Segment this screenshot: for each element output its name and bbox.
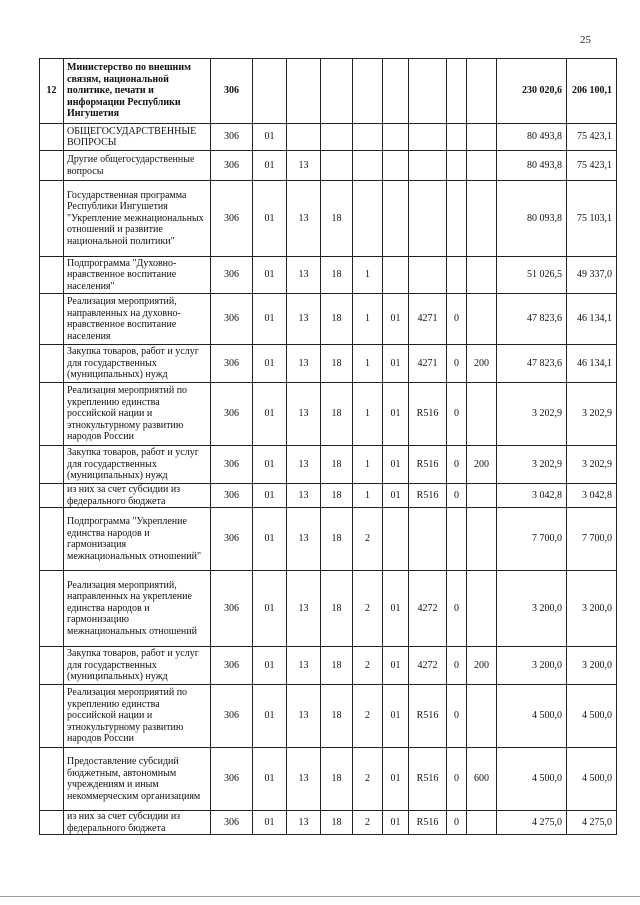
amount-year2-cell: 7 700,0 [567,508,617,571]
section-code-cell: 01 [253,181,287,257]
page-number: 25 [580,34,591,46]
program-code-cell: 18 [321,257,353,294]
amount-year2-cell: 4 500,0 [567,685,617,748]
table-row [40,508,617,571]
expense-type-cell [467,181,497,257]
section-code-cell: 01 [253,383,287,446]
amount-year2-cell: 3 202,9 [567,446,617,484]
section-code-cell [253,59,287,124]
amount-year2-cell: 3 200,0 [567,647,617,685]
ministry-code-cell: 306 [211,571,253,647]
row-name-cell: Реализация мероприятий, направленных на духовно-нравственное воспитание населения [64,294,211,345]
subprogram-code-cell: 2 [353,811,383,835]
program-code-cell: 18 [321,181,353,257]
activity-code-cell [383,257,409,294]
expense-type-cell [467,508,497,571]
section-code-cell: 01 [253,124,287,151]
table-row [40,59,617,124]
direction-code-cell: 4272 [409,571,447,647]
row-name-cell: из них за счет субсидии из федерального бюджета [64,811,211,835]
extra-code-cell [447,181,467,257]
subprogram-code-cell [353,124,383,151]
activity-code-cell: 01 [383,571,409,647]
amount-year2-cell: 4 275,0 [567,811,617,835]
row-number-cell [40,748,64,811]
subsection-code-cell: 13 [287,748,321,811]
program-code-cell: 18 [321,446,353,484]
subprogram-code-cell: 1 [353,294,383,345]
row-name-cell: Подпрограмма "Укрепление единства народов и гармонизация межнациональных отношений" [64,508,211,571]
table-row [40,124,617,151]
activity-code-cell: 01 [383,484,409,508]
row-number-cell [40,257,64,294]
ministry-code-cell: 306 [211,345,253,383]
row-name-cell: ОБЩЕГОСУДАРСТВЕННЫЕ ВОПРОСЫ [64,124,211,151]
table-row [40,484,617,508]
ministry-code-cell: 306 [211,383,253,446]
program-code-cell [321,124,353,151]
activity-code-cell [383,59,409,124]
row-name-cell: из них за счет субсидии из федерального бюджета [64,484,211,508]
direction-code-cell: R516 [409,446,447,484]
extra-code-cell: 0 [447,446,467,484]
program-code-cell: 18 [321,571,353,647]
extra-code-cell: 0 [447,647,467,685]
expense-type-cell [467,59,497,124]
amount-year1-cell: 47 823,6 [497,294,567,345]
amount-year2-cell: 4 500,0 [567,748,617,811]
table-row [40,151,617,181]
table-row [40,446,617,484]
expense-type-cell [467,124,497,151]
direction-code-cell: 4271 [409,345,447,383]
expense-type-cell [467,151,497,181]
ministry-code-cell: 306 [211,811,253,835]
expense-type-cell [467,685,497,748]
extra-code-cell [447,59,467,124]
row-number-cell [40,383,64,446]
table-row [40,257,617,294]
table-row [40,748,617,811]
subprogram-code-cell: 2 [353,685,383,748]
program-code-cell: 18 [321,345,353,383]
subsection-code-cell: 13 [287,685,321,748]
subprogram-code-cell: 1 [353,383,383,446]
extra-code-cell [447,257,467,294]
amount-year1-cell: 4 500,0 [497,748,567,811]
subprogram-code-cell: 1 [353,345,383,383]
activity-code-cell: 01 [383,345,409,383]
subsection-code-cell: 13 [287,811,321,835]
row-name-cell: Подпрограмма "Духовно-нравственное воспитание населения" [64,257,211,294]
section-code-cell: 01 [253,571,287,647]
amount-year1-cell: 80 093,8 [497,181,567,257]
ministry-code-cell: 306 [211,446,253,484]
program-code-cell: 18 [321,647,353,685]
amount-year1-cell: 3 200,0 [497,647,567,685]
section-code-cell: 01 [253,151,287,181]
row-number-cell [40,151,64,181]
amount-year2-cell: 46 134,1 [567,294,617,345]
program-code-cell: 18 [321,748,353,811]
activity-code-cell: 01 [383,811,409,835]
activity-code-cell: 01 [383,383,409,446]
amount-year2-cell: 206 100,1 [567,59,617,124]
amount-year1-cell: 51 026,5 [497,257,567,294]
ministry-code-cell: 306 [211,508,253,571]
section-code-cell: 01 [253,257,287,294]
subprogram-code-cell: 1 [353,484,383,508]
section-code-cell: 01 [253,345,287,383]
program-code-cell: 18 [321,383,353,446]
table-row [40,181,617,257]
program-code-cell: 18 [321,294,353,345]
amount-year1-cell: 80 493,8 [497,151,567,181]
activity-code-cell [383,508,409,571]
amount-year1-cell: 3 202,9 [497,383,567,446]
amount-year1-cell: 3 042,8 [497,484,567,508]
subsection-code-cell: 13 [287,571,321,647]
activity-code-cell: 01 [383,446,409,484]
ministry-code-cell: 306 [211,257,253,294]
table-row [40,345,617,383]
row-name-cell: Закупка товаров, работ и услуг для государственных (муниципальных) нужд [64,647,211,685]
direction-code-cell [409,508,447,571]
ministry-code-cell: 306 [211,59,253,124]
expense-type-cell [467,257,497,294]
section-code-cell: 01 [253,508,287,571]
program-code-cell [321,151,353,181]
subprogram-code-cell [353,181,383,257]
ministry-code-cell: 306 [211,181,253,257]
amount-year1-cell: 4 500,0 [497,685,567,748]
subsection-code-cell: 13 [287,294,321,345]
expense-type-cell: 200 [467,647,497,685]
subsection-code-cell: 13 [287,446,321,484]
amount-year1-cell: 47 823,6 [497,345,567,383]
table-row [40,571,617,647]
activity-code-cell: 01 [383,647,409,685]
extra-code-cell: 0 [447,811,467,835]
direction-code-cell: R516 [409,811,447,835]
row-number-cell [40,345,64,383]
program-code-cell [321,59,353,124]
direction-code-cell: 4271 [409,294,447,345]
subprogram-code-cell [353,59,383,124]
direction-code-cell [409,151,447,181]
program-code-cell: 18 [321,685,353,748]
row-number-cell [40,508,64,571]
amount-year2-cell: 49 337,0 [567,257,617,294]
subsection-code-cell: 13 [287,647,321,685]
subsection-code-cell: 13 [287,151,321,181]
row-name-cell: Реализация мероприятий по укреплению единства российской нации и этнокультурному развитию народов России [64,383,211,446]
activity-code-cell: 01 [383,294,409,345]
subsection-code-cell [287,124,321,151]
ministry-code-cell: 306 [211,484,253,508]
expense-type-cell [467,294,497,345]
extra-code-cell: 0 [447,345,467,383]
row-name-cell: Предоставление субсидий бюджетным, автономным учреждениям и иным некоммерческим организациям [64,748,211,811]
activity-code-cell: 01 [383,685,409,748]
direction-code-cell: R516 [409,748,447,811]
extra-code-cell: 0 [447,383,467,446]
section-code-cell: 01 [253,647,287,685]
row-name-cell: Реализация мероприятий по укреплению единства российской нации и этнокультурному развитию народов России [64,685,211,748]
program-code-cell: 18 [321,811,353,835]
row-number-cell [40,446,64,484]
subprogram-code-cell: 1 [353,446,383,484]
expense-type-cell: 600 [467,748,497,811]
ministry-code-cell: 306 [211,294,253,345]
row-number-cell [40,124,64,151]
extra-code-cell: 0 [447,748,467,811]
extra-code-cell: 0 [447,685,467,748]
extra-code-cell: 0 [447,571,467,647]
section-code-cell: 01 [253,446,287,484]
table-row [40,647,617,685]
amount-year2-cell: 75 103,1 [567,181,617,257]
amount-year2-cell: 3 200,0 [567,571,617,647]
activity-code-cell [383,181,409,257]
extra-code-cell [447,508,467,571]
row-name-cell: Реализация мероприятий, направленных на укрепление единства народов и гармонизацию межнациональных отношений [64,571,211,647]
row-name-cell: Государственная программа Республики Ингушетия "Укрепление межнациональных отношений и развитие национальной политики" [64,181,211,257]
subsection-code-cell [287,59,321,124]
row-name-cell: Закупка товаров, работ и услуг для государственных (муниципальных) нужд [64,446,211,484]
extra-code-cell [447,124,467,151]
amount-year1-cell: 4 275,0 [497,811,567,835]
subprogram-code-cell [353,151,383,181]
expense-type-cell [467,811,497,835]
direction-code-cell: 4272 [409,647,447,685]
amount-year1-cell: 7 700,0 [497,508,567,571]
expense-type-cell: 200 [467,345,497,383]
row-name-cell: Министерство по внешним связям, национальной политике, печати и информации Республики Ингушетия [64,59,211,124]
direction-code-cell [409,257,447,294]
row-number-cell [40,294,64,345]
direction-code-cell: R516 [409,484,447,508]
extra-code-cell: 0 [447,484,467,508]
ministry-code-cell: 306 [211,647,253,685]
extra-code-cell: 0 [447,294,467,345]
amount-year1-cell: 3 200,0 [497,571,567,647]
subprogram-code-cell: 1 [353,257,383,294]
amount-year2-cell: 46 134,1 [567,345,617,383]
section-code-cell: 01 [253,748,287,811]
program-code-cell: 18 [321,508,353,571]
section-code-cell: 01 [253,811,287,835]
table-row [40,383,617,446]
amount-year2-cell: 75 423,1 [567,124,617,151]
subprogram-code-cell: 2 [353,748,383,811]
direction-code-cell [409,124,447,151]
activity-code-cell [383,124,409,151]
activity-code-cell: 01 [383,748,409,811]
subsection-code-cell: 13 [287,484,321,508]
row-number-cell [40,811,64,835]
expense-type-cell [467,383,497,446]
ministry-code-cell: 306 [211,124,253,151]
expense-type-cell [467,571,497,647]
subprogram-code-cell: 2 [353,571,383,647]
subsection-code-cell: 13 [287,257,321,294]
expense-type-cell [467,484,497,508]
row-number-cell [40,484,64,508]
direction-code-cell: R516 [409,685,447,748]
amount-year1-cell: 3 202,9 [497,446,567,484]
subsection-code-cell: 13 [287,383,321,446]
row-number-cell [40,647,64,685]
scan-edge-line [0,896,640,897]
section-code-cell: 01 [253,294,287,345]
ministry-code-cell: 306 [211,151,253,181]
amount-year2-cell: 75 423,1 [567,151,617,181]
row-name-cell: Другие общегосударственные вопросы [64,151,211,181]
section-code-cell: 01 [253,484,287,508]
subprogram-code-cell: 2 [353,647,383,685]
subsection-code-cell: 13 [287,181,321,257]
subprogram-code-cell: 2 [353,508,383,571]
row-number-cell [40,181,64,257]
ministry-code-cell: 306 [211,685,253,748]
row-number-cell [40,685,64,748]
subsection-code-cell: 13 [287,508,321,571]
section-code-cell: 01 [253,685,287,748]
extra-code-cell [447,151,467,181]
ministry-code-cell: 306 [211,748,253,811]
amount-year2-cell: 3 202,9 [567,383,617,446]
direction-code-cell [409,59,447,124]
row-name-cell: Закупка товаров, работ и услуг для государственных (муниципальных) нужд [64,345,211,383]
program-code-cell: 18 [321,484,353,508]
amount-year1-cell: 230 020,6 [497,59,567,124]
row-number-cell [40,571,64,647]
row-number-cell: 12 [40,59,64,124]
table-row [40,811,617,835]
amount-year2-cell: 3 042,8 [567,484,617,508]
subsection-code-cell: 13 [287,345,321,383]
table-row [40,685,617,748]
amount-year1-cell: 80 493,8 [497,124,567,151]
activity-code-cell [383,151,409,181]
table-row [40,294,617,345]
expense-type-cell: 200 [467,446,497,484]
direction-code-cell: R516 [409,383,447,446]
budget-table [39,58,617,835]
direction-code-cell [409,181,447,257]
